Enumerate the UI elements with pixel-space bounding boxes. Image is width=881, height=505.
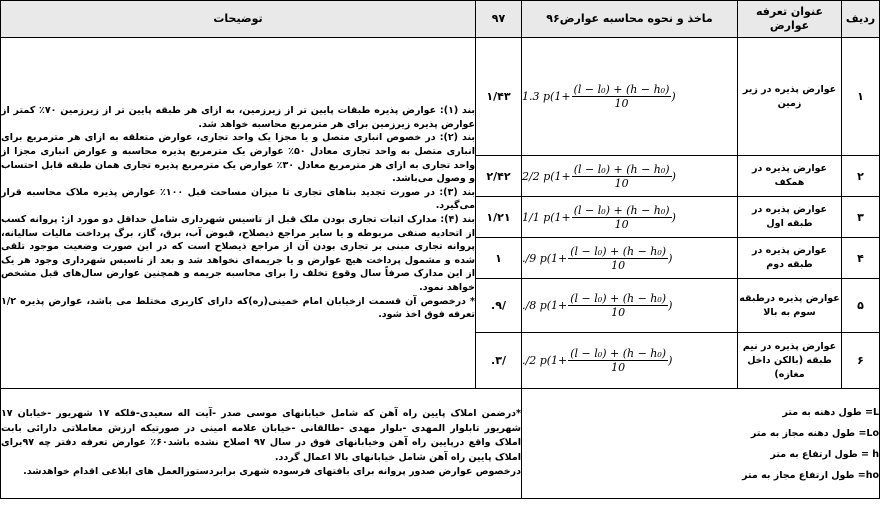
legend-item: Lo= طول دهنه مجاز به متر bbox=[750, 427, 879, 439]
formula-denominator: 10 bbox=[614, 217, 629, 231]
row-number: ۲ bbox=[842, 156, 880, 197]
formula-coefficient: ./2 p(1+ bbox=[522, 354, 568, 367]
row-title: عوارض پذیره درطبقه سوم به بالا bbox=[738, 279, 842, 333]
formula-numerator: (l − l₀) + (h − h₀) bbox=[573, 83, 670, 96]
formula-numerator: (l − l₀) + (h − h₀) bbox=[570, 292, 667, 305]
header-formula: ماخذ و نحوه محاسبه عوارض۹۶ bbox=[522, 1, 738, 38]
row-title: عوارض پذیره در طبقه دوم bbox=[738, 238, 842, 279]
formula-fraction bbox=[568, 347, 668, 374]
note-paragraph: * درخصوص آن قسمت ازخیابان امام خمینی(ره)که دارای کاربری مختلط می باشد، عوارض پذیره ۱/۲ تعرفه فوق اخذ شود. bbox=[1, 295, 475, 321]
header-tariff-title: عنوان تعرفه عوارض bbox=[738, 1, 842, 38]
table-header-row bbox=[1, 1, 880, 38]
formula-denominator: 10 bbox=[614, 176, 629, 190]
row-value-97: ۱ bbox=[476, 238, 522, 279]
row-number: ۶ bbox=[842, 333, 880, 389]
row-formula bbox=[522, 238, 738, 279]
row-title: عوارض پذیره در نیم طبقه (بالکن داخل مغازه) bbox=[738, 333, 842, 389]
note-paragraph: بند (۳): در صورت تجدید بناهای تجاری تا میزان مساحت قبل ۱۰۰٪ عوارض پذیره ملاک محاسبه قرار می‌گیرد. bbox=[1, 186, 475, 212]
row-number: ۴ bbox=[842, 238, 880, 279]
formula-denominator: 10 bbox=[611, 258, 626, 272]
variable-legend bbox=[522, 389, 880, 499]
note-paragraph: بند (۲): در خصوص انباری متصل و یا مجزا یک واحد تجاری، عوارض متعلقه به ازای هر مترمربع برای انباری متصل به واحد تجاری معادل ۵۰٪ عوارض یک مترمربع پذیره محاسبه و عوارض انباری مجزا از واحد تجاری به ازای هر مترمربع معادل ۳۰٪ عوارض یک مترمربع پذیره تجاری همان طبقه قابل احتساب و وصول می‌باشد. bbox=[1, 132, 475, 185]
formula-fraction bbox=[572, 83, 672, 110]
header-notes: توضیحات bbox=[1, 1, 476, 38]
formula-fraction bbox=[572, 163, 672, 190]
footer-row bbox=[1, 389, 880, 499]
row-value-97: /۳. bbox=[476, 333, 522, 389]
row-formula bbox=[522, 38, 738, 156]
legend-item: h = طول ارتفاع به متر bbox=[770, 448, 879, 460]
formula-denominator: 10 bbox=[611, 306, 626, 319]
header-year-97: ۹۷ bbox=[476, 1, 522, 38]
row-formula bbox=[522, 333, 738, 389]
row-formula bbox=[522, 156, 738, 197]
formula-close: ) bbox=[668, 354, 673, 367]
table-row bbox=[1, 38, 880, 156]
formula-fraction bbox=[568, 245, 668, 272]
formula-coefficient: 1.3 p(1+ bbox=[522, 90, 571, 103]
formula-coefficient: 2/2 p(1+ bbox=[522, 169, 571, 183]
row-value-97: ۱/۴۳ bbox=[476, 38, 522, 156]
formula-numerator: (l − l₀) + (h − h₀) bbox=[570, 244, 667, 258]
bottom-note: *درضمن املاک پایین راه آهن که شامل خیابانهای موسی صدر -آیت اله سعیدی-فلکه ۱۷ شهریور -خیابان ۱۷ شهریور تابلوار المهدی -بلوار مهدی -طالقانی -خیابان علامه امینی در صورتیکه ارزش معاملاتی دارائی بابت املاک واقع درپایین راه آهن وخیابانهای فوق در سال ۹۷ اصلاح نشده باشد۶۰٪ عوارض تعرفه دفتر چه ۹۷برای املاک پایین راه آهن شامل خیابانهای بالا اعمال گردد. bbox=[1, 408, 522, 463]
formula-numerator: (l − l₀) + (h − h₀) bbox=[573, 203, 670, 217]
formula-coefficient: 1/1 p(1+ bbox=[522, 210, 571, 224]
note-paragraph: بند (۱): عوارض پذیره طبقات پایین تر از زیرزمین، به ازای هر طبقه پایین تر از زیرزمین ۷۰٪ کمتر از عوارض پذیره زیرزمین برای هر مترمربع محاسبه خواهد شد. bbox=[1, 105, 475, 130]
formula-close: ) bbox=[671, 90, 676, 103]
bottom-note: درخصوص عوارض صدور پروانه برای بافتهای فرسوده شهری برابردستورالعمل های ابلاغی اقدام خواهدشد. bbox=[23, 466, 521, 478]
row-title: عوارض پذیره در طبقه اول bbox=[738, 197, 842, 238]
formula-fraction bbox=[572, 204, 672, 231]
formula-coefficient: ./8 p(1+ bbox=[522, 299, 568, 312]
row-value-97: /۹. bbox=[476, 279, 522, 333]
notes-cell bbox=[1, 38, 476, 389]
row-title: عوارض پذیره در همکف bbox=[738, 156, 842, 197]
formula-denominator: 10 bbox=[611, 361, 626, 374]
note-paragraph: بند (۴): مدارک اثبات تجاری بودن ملک قبل از تاسیس شهرداری شامل حداقل دو مورد از: پروانه کسب از اتحادیه صنفی مربوطه و یا سایر مراجع ذیصلاح، قبوض آب، برق، گاز، برگ پرداخت مالیات سالیانه، پروانه تجاری مبنی بر تجاری بودن آن از مراجع ذیصلاح است که در این صورت وضعیت موجود تلقی شده و مشمول پرداخت هیچ عوارض و یا جریمه‌ای نخواهد شد و بعد از تاسیس شهرداری وجود هر یک از این مدارک صرفاً سال وقوع تخلف را برای محاسبه جریمه و همچنین عوارض سال‌های قبل مشخص خواهد نمود. bbox=[1, 214, 475, 293]
row-formula bbox=[522, 197, 738, 238]
legend-item: L= طول دهنه به متر bbox=[782, 406, 879, 418]
formula-coefficient: ./9 p(1+ bbox=[522, 251, 568, 265]
formula-close: ) bbox=[668, 299, 673, 312]
formula-close: ) bbox=[668, 251, 673, 265]
row-number: ۳ bbox=[842, 197, 880, 238]
bottom-notes-cell bbox=[1, 389, 522, 499]
formula-denominator: 10 bbox=[614, 97, 629, 110]
formula-numerator: (l − l₀) + (h − h₀) bbox=[573, 162, 670, 176]
legend-item: ho= طول ارتفاع مجاز به متر bbox=[742, 469, 879, 481]
formula-close: ) bbox=[671, 210, 676, 224]
row-number: ۱ bbox=[842, 38, 880, 156]
row-value-97: ۱/۲۱ bbox=[476, 197, 522, 238]
row-title: عوارض پذیره در زیر زمین bbox=[738, 38, 842, 156]
row-number: ۵ bbox=[842, 279, 880, 333]
formula-fraction bbox=[568, 292, 668, 319]
row-formula bbox=[522, 279, 738, 333]
formula-close: ) bbox=[671, 169, 676, 183]
header-row-number: ردیف bbox=[842, 1, 880, 38]
row-value-97: ۲/۴۲ bbox=[476, 156, 522, 197]
formula-numerator: (l − l₀) + (h − h₀) bbox=[570, 347, 667, 360]
